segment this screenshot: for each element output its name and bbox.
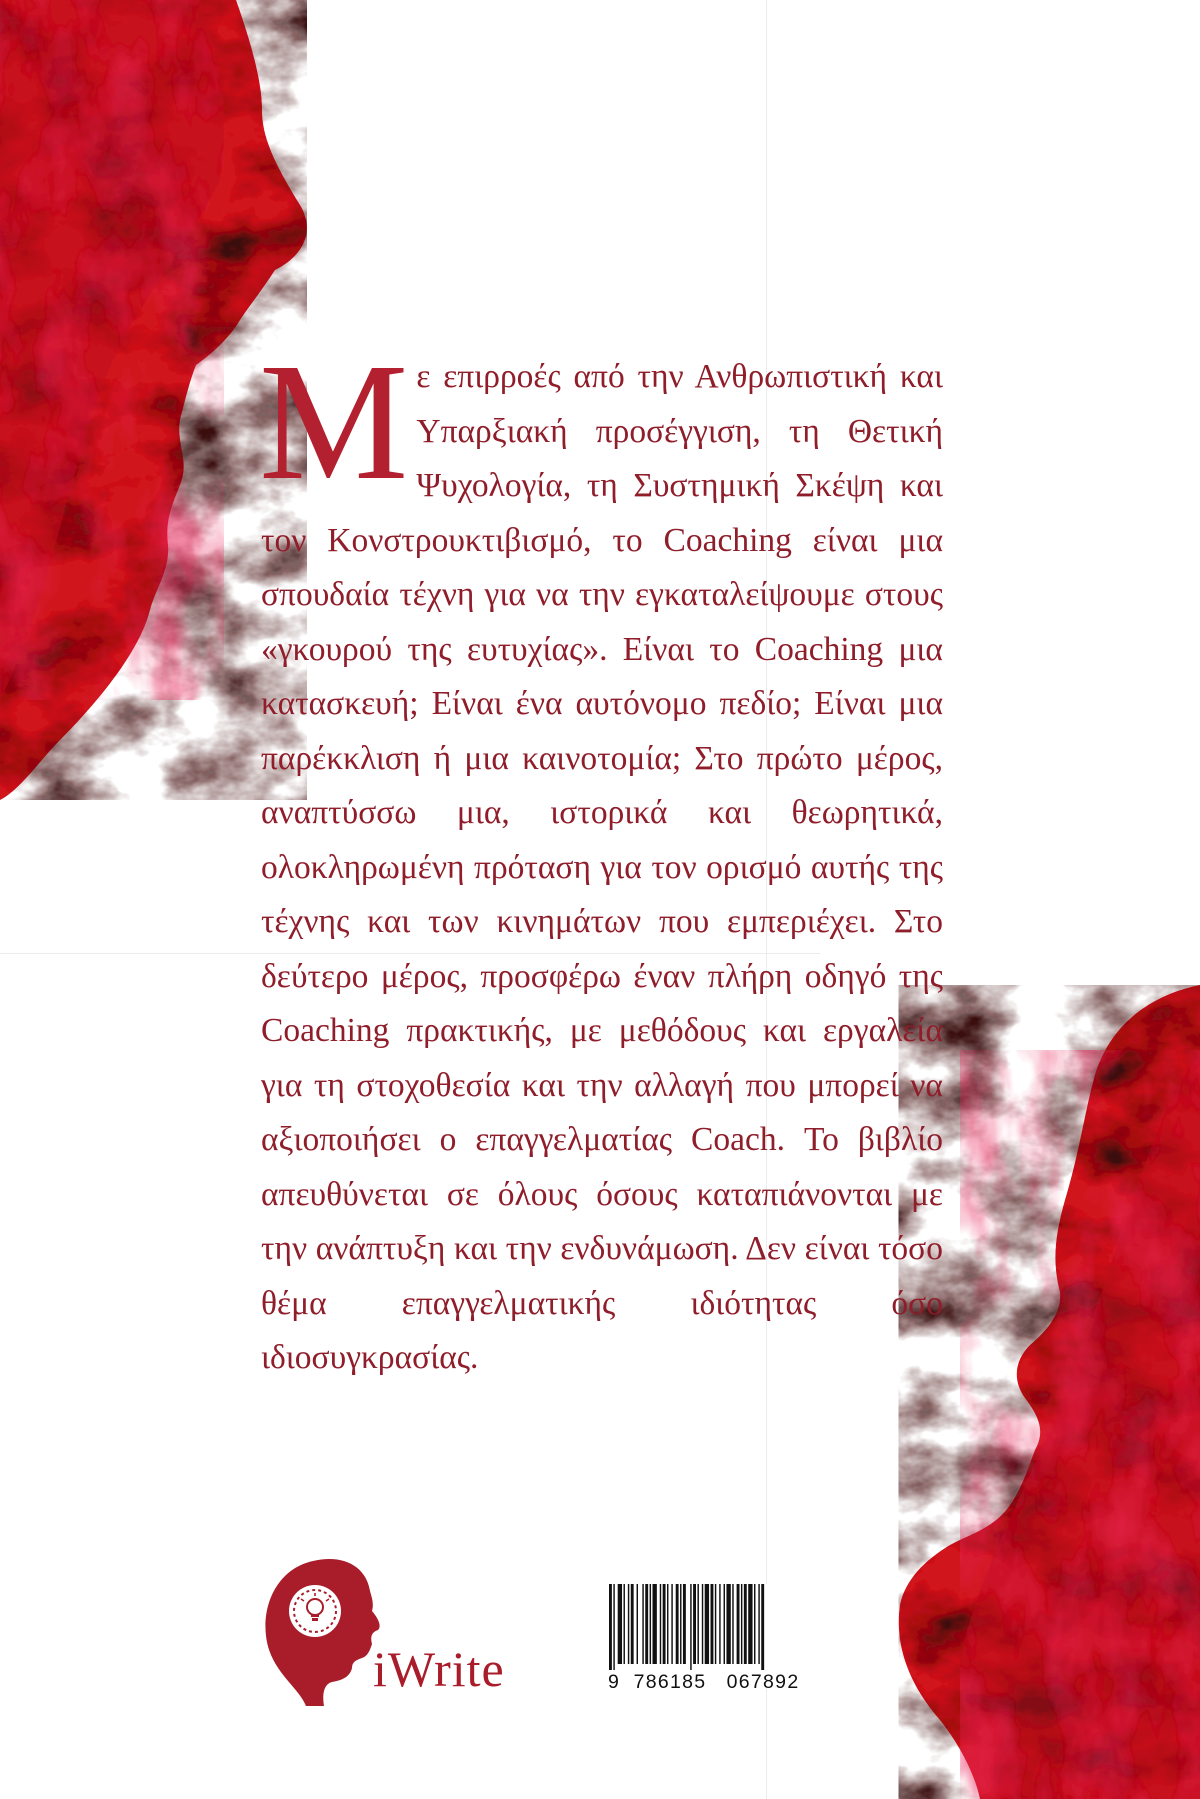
barcode-bar xyxy=(613,1584,614,1670)
barcode-bar xyxy=(724,1584,725,1664)
barcode-bar xyxy=(758,1584,759,1664)
barcode-bar xyxy=(680,1584,681,1664)
barcode-bar xyxy=(667,1584,668,1664)
publisher-name: iWrite xyxy=(373,1641,505,1697)
barcode-bar xyxy=(618,1584,622,1664)
barcode-bar xyxy=(671,1584,672,1664)
barcode-bar xyxy=(676,1584,679,1664)
barcode-bar xyxy=(702,1584,703,1664)
barcode-bar xyxy=(690,1584,691,1670)
barcode-bar xyxy=(628,1584,629,1664)
barcode-bar xyxy=(693,1584,696,1664)
barcode-bar xyxy=(653,1584,657,1664)
barcode-bar xyxy=(741,1584,742,1664)
barcode-bar xyxy=(719,1584,720,1664)
drop-cap: Μ xyxy=(259,329,409,515)
barcode-bar xyxy=(663,1584,666,1664)
barcode-bar xyxy=(642,1584,643,1664)
barcode-bar xyxy=(631,1584,634,1664)
barcode-bar xyxy=(715,1584,716,1664)
blurb-text: ε επιρροές από την Ανθρωπιστική και Υπαρξιακή προσέγγιση, τη Θετική Ψυχολογία, τη Συστημική Σκέψη και τον Κονστρουκτιβισμό, το Coaching είναι μια σπουδαία τέχνη για να την εγκαταλείψουμε στους «γκουρού της ευτυχίας». Είναι το Coaching μια κατασκευή; Είναι ένα αυτόνομο πεδίο; Είναι μια παρέκκλιση ή μια καινοτομία; Στο πρώτο μέρος, αναπτύσσω μια, ιστορικά και θεωρητικά, ολοκληρωμένη πρόταση για τον ορισμό αυτής της τέχνης και των κινημάτων που εμπεριέχει. Στο δεύτερο μέρος, προσφέρω έναν πλήρη οδηγό της Coaching πρακτικής, με μεθόδους και εργαλεία για τη στοχοθεσία και την αλλαγή που μπορεί να αξιοποιήσει ο επαγγελματίας Coach. Το βιβλίο απευθύνεται σε όλους όσους καταπιάνονται με την ανάπτυξη και την ενδυνάμωση. Δεν είναι τόσο θέμα επαγγελματικής ιδιότητας όσο ιδιοσυγκρασίας. xyxy=(261,358,943,1376)
barcode-bar xyxy=(683,1584,686,1664)
barcode-bar xyxy=(732,1584,733,1664)
barcode-bar xyxy=(761,1584,764,1670)
barcode-bar xyxy=(737,1584,740,1664)
book-blurb xyxy=(259,329,943,1386)
barcode-bar xyxy=(705,1584,709,1664)
barcode-bar xyxy=(726,1584,730,1664)
barcode-bar xyxy=(609,1584,612,1670)
barcode-bar xyxy=(697,1584,698,1664)
barcode-bar xyxy=(650,1584,651,1664)
barcode-bar xyxy=(748,1584,752,1664)
barcode-bar xyxy=(637,1584,638,1664)
isbn-digits: 9 786185 067892 xyxy=(608,1671,800,1693)
barcode-bar xyxy=(744,1584,747,1664)
barcode-bar xyxy=(660,1584,661,1664)
barcode-bar xyxy=(754,1584,755,1664)
barcode-bar xyxy=(711,1584,714,1664)
barcode-bar xyxy=(624,1584,625,1664)
barcode-bar xyxy=(645,1584,648,1664)
